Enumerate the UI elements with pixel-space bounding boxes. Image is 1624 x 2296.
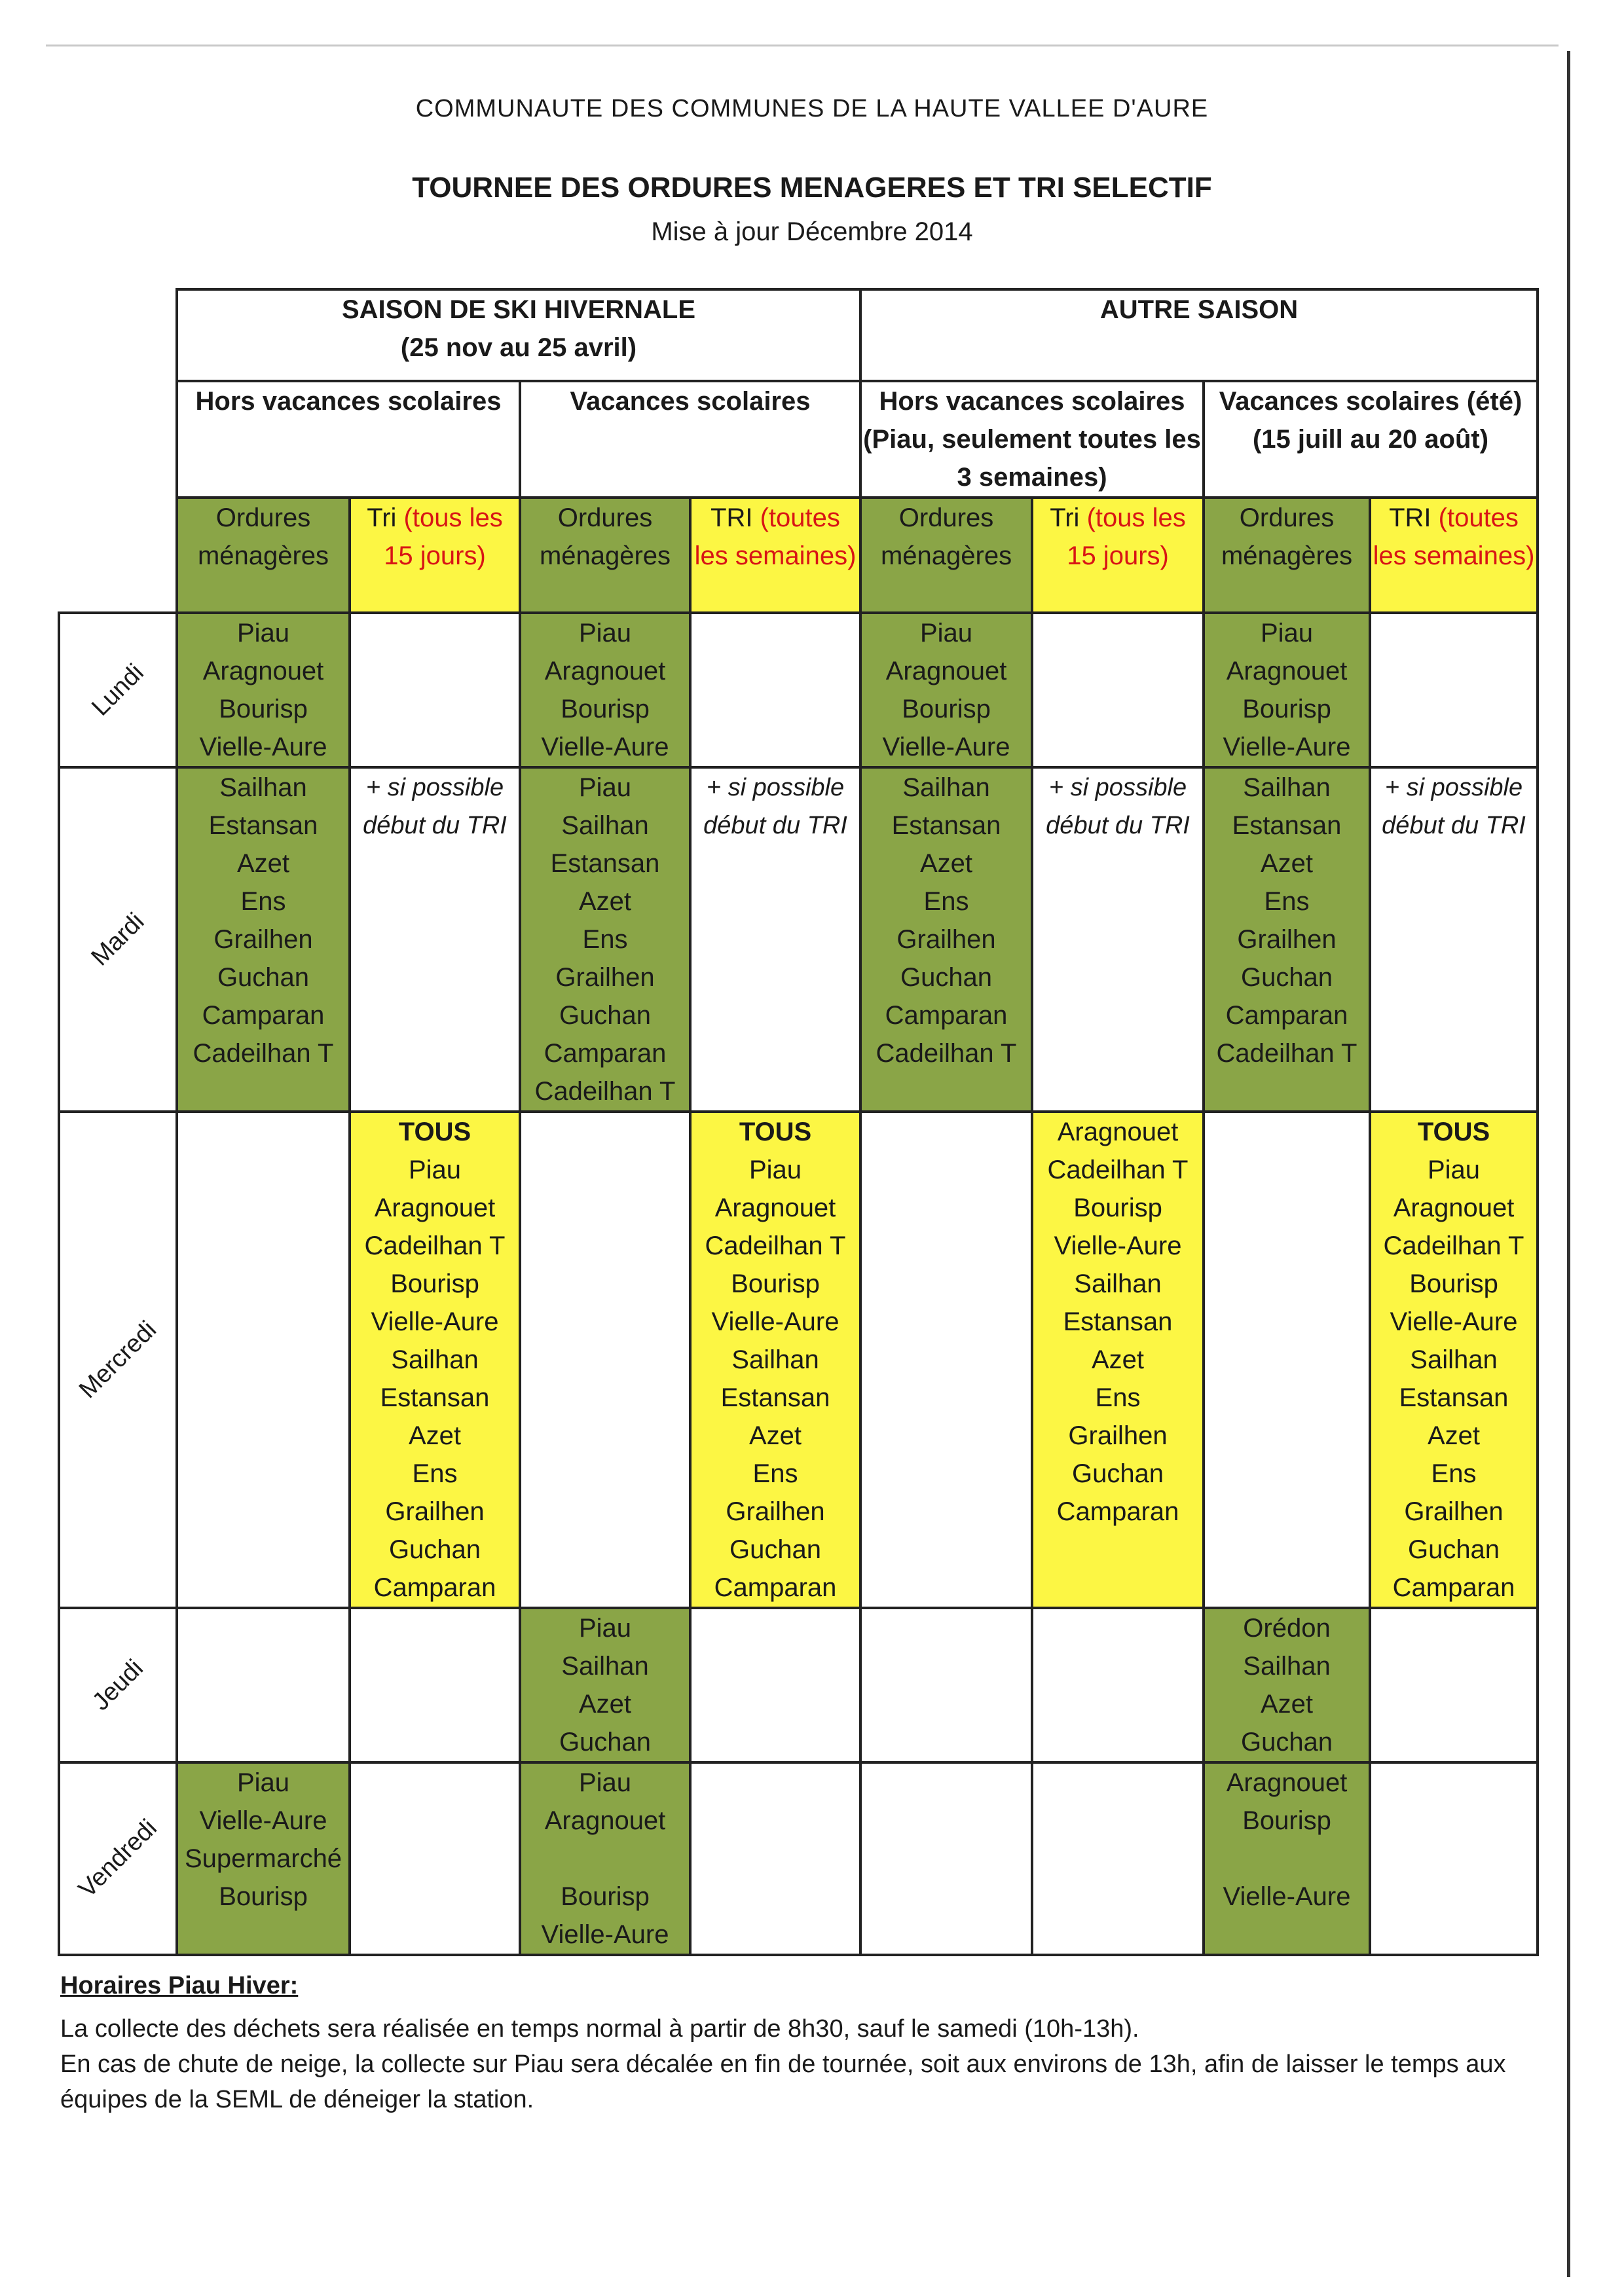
town-name: Azet [408, 1421, 462, 1450]
town-name: Bourisp [1242, 695, 1331, 723]
town-name: Vielle-Aure [1223, 1882, 1351, 1911]
top-rule [46, 45, 1559, 46]
town-name: Bourisp [561, 1882, 650, 1911]
schedule-cell [1032, 1112, 1204, 1608]
town-name: Bourisp [219, 695, 308, 723]
schedule-cell [520, 1762, 690, 1955]
schedule-cell [1204, 613, 1370, 767]
footer-line: En cas de chute de neige, la collecte sur Piau sera décalée en fin de tournée, soit aux environs de 13h, afin de laisser le temps aux équipes de la SEML de déneiger la station. [60, 2050, 1506, 2113]
town-name: Grailhen [555, 963, 655, 992]
town-name: Sailhan [561, 1652, 649, 1681]
town-name: Vielle-Aure [199, 733, 327, 761]
schedule-cell [1032, 613, 1204, 767]
footer-line: La collecte des déchets sera réalisée en temps normal à partir de 8h30, sauf le samedi (10h-13h). [60, 2015, 1139, 2043]
town-name: Guchan [388, 1535, 481, 1564]
col-tri-15: Tri (tous les 15 jours) [350, 498, 520, 613]
town-name: Piau [578, 1614, 632, 1643]
col-tri-15: Tri (tous les 15 jours) [1032, 498, 1204, 613]
ski-hors-vacances: Hors vacances scolaires [177, 381, 520, 498]
town-name: Azet [1260, 849, 1314, 878]
day-vendredi: Vendredi [59, 1762, 177, 1955]
organization-name: COMMUNAUTE DES COMMUNES DE LA HAUTE VALLEE D'AURE [415, 95, 1209, 122]
town-name [1205, 1840, 1369, 1878]
town-name: Grailhen [385, 1497, 485, 1526]
schedule-cell [520, 1608, 690, 1762]
town-name: Piau [578, 773, 632, 802]
town-name: Bourisp [731, 1269, 820, 1298]
corner-blank [59, 289, 177, 381]
town-name: Vielle-Aure [541, 733, 669, 761]
town-name: Vielle-Aure [1223, 733, 1351, 761]
town-name: Piau [1427, 1156, 1481, 1184]
town-name: Ens [1095, 1383, 1141, 1412]
schedule-cell [520, 767, 690, 1112]
other-season-header: AUTRE SAISON [860, 289, 1538, 381]
town-name: Vielle-Aure [882, 733, 1010, 761]
town-name: Guchan [1407, 1535, 1500, 1564]
town-name: Guchan [1071, 1459, 1164, 1488]
town-name: Guchan [729, 1535, 822, 1564]
town-name: Guchan [1240, 1728, 1333, 1757]
town-name: Camparan [1056, 1497, 1179, 1526]
town-name: Aragnouet [202, 657, 324, 685]
town-name: Camparan [714, 1573, 837, 1602]
ski-vacances: Vacances scolaires [520, 381, 860, 498]
town-name: Cadeilhan T [534, 1077, 676, 1106]
town-name: Vielle-Aure [711, 1307, 840, 1336]
town-name: Sailhan [1243, 773, 1331, 802]
footer-text [60, 2011, 1534, 2117]
schedule-cell [177, 767, 350, 1112]
schedule-cell [177, 1762, 350, 1955]
col-tri-semaines: TRI (toutes les semaines) [690, 498, 860, 613]
schedule-cell [520, 1112, 690, 1608]
schedule-cell [860, 1608, 1032, 1762]
schedule-cell: TOUS Piau Aragnouet Cadeilhan T Bourisp Vielle-Aure Sailhan Estansan Azet Ens Grailhen Guchan Camparan [350, 1112, 520, 1608]
town-name: Guchan [217, 963, 310, 992]
town-name: Piau [408, 1156, 462, 1184]
town-name: Camparan [544, 1039, 667, 1068]
collection-schedule-table [58, 288, 1539, 1956]
town-name: Piau [1260, 619, 1314, 647]
schedule-cell [350, 613, 520, 767]
schedule-cell [690, 1608, 860, 1762]
tri-note-cell: + si possible début du TRI [1370, 767, 1538, 1112]
town-name: Ens [240, 887, 286, 916]
town-name: Azet [236, 849, 290, 878]
schedule-cell [1370, 1608, 1538, 1762]
town-name: Guchan [559, 1001, 652, 1030]
town-name: Bourisp [219, 1882, 308, 1911]
town-name: Sailhan [902, 773, 990, 802]
town-name: Cadeilhan T [1216, 1039, 1357, 1068]
schedule-cell [1032, 1608, 1204, 1762]
town-name: Cadeilhan T [1047, 1156, 1189, 1184]
town-name: Camparan [373, 1573, 496, 1602]
town-name: Orédon [1243, 1614, 1331, 1643]
town-name: Estansan [550, 849, 660, 878]
town-name: Estansan [1399, 1383, 1509, 1412]
town-name: Ens [1431, 1459, 1477, 1488]
document-title: TOURNEE DES ORDURES MENAGERES ET TRI SELECTIF [412, 172, 1212, 204]
town-name: Camparan [1225, 1001, 1348, 1030]
town-name: Ens [1264, 887, 1310, 916]
town-name: Sailhan [219, 773, 307, 802]
town-name: Estansan [891, 811, 1001, 840]
autre-vacances-ete: Vacances scolaires (été) (15 juill au 20 août) [1204, 381, 1538, 498]
town-name: Estansan [380, 1383, 490, 1412]
town-name: Cadeilhan T [193, 1039, 334, 1068]
town-name: Aragnouet [885, 657, 1007, 685]
town-name: Azet [1427, 1421, 1481, 1450]
day-mercredi: Mercredi [59, 1112, 177, 1608]
town-name: Ens [582, 925, 628, 954]
town-name: Bourisp [1242, 1806, 1331, 1835]
town-name: Vielle-Aure [371, 1307, 499, 1336]
town-name: Camparan [1392, 1573, 1515, 1602]
town-name: Sailhan [731, 1345, 819, 1374]
schedule-cell [1370, 613, 1538, 767]
town-name: Azet [578, 1690, 632, 1719]
schedule-cell [860, 1762, 1032, 1955]
schedule-cell [1204, 1112, 1370, 1608]
tri-note-cell: + si possible début du TRI [1032, 767, 1204, 1112]
town-name: Bourisp [1409, 1269, 1498, 1298]
town-name: Piau [236, 619, 290, 647]
town-name: Vielle-Aure [199, 1806, 327, 1835]
schedule-cell: TOUS Piau Aragnouet Cadeilhan T Bourisp Vielle-Aure Sailhan Estansan Azet Ens Grailhen Guchan Camparan [1370, 1112, 1538, 1608]
town-name: Aragnouet [1226, 1768, 1348, 1797]
town-name: Bourisp [1073, 1194, 1162, 1222]
town-name: Camparan [202, 1001, 325, 1030]
town-name: Camparan [885, 1001, 1008, 1030]
town-name: Aragnouet [544, 657, 666, 685]
day-lundi: Lundi [59, 613, 177, 767]
update-date: Mise à jour Décembre 2014 [651, 217, 973, 246]
town-name: Sailhan [1074, 1269, 1162, 1298]
town-name: Piau [919, 619, 973, 647]
town-name: Piau [748, 1156, 802, 1184]
town-name: Aragnouet [1226, 657, 1348, 685]
town-name: Cadeilhan T [1383, 1231, 1524, 1260]
town-name: Cadeilhan T [705, 1231, 846, 1260]
town-name: Vielle-Aure [541, 1920, 669, 1949]
ski-season-header: SAISON DE SKI HIVERNALE (25 nov au 25 avril) [177, 289, 860, 381]
town-name: Sailhan [561, 811, 649, 840]
town-name: Cadeilhan T [364, 1231, 506, 1260]
col-ordures: Ordures ménagères [1204, 498, 1370, 613]
schedule-cell [1204, 1608, 1370, 1762]
scan-edge [1567, 51, 1570, 2277]
town-name: Aragnouet [1057, 1118, 1179, 1146]
schedule-cell [350, 1608, 520, 1762]
town-name: Guchan [559, 1728, 652, 1757]
town-name: Piau [578, 1768, 632, 1797]
town-name: Vielle-Aure [1054, 1231, 1182, 1260]
schedule-cell [177, 613, 350, 767]
town-name: Aragnouet [1393, 1194, 1515, 1222]
schedule-cell [860, 613, 1032, 767]
town-name: Azet [1091, 1345, 1145, 1374]
town-name: Aragnouet [714, 1194, 836, 1222]
town-name: Azet [578, 887, 632, 916]
town-name: Azet [748, 1421, 802, 1450]
town-name: Aragnouet [544, 1806, 666, 1835]
town-name: Estansan [1063, 1307, 1173, 1336]
town-name: Grailhen [213, 925, 313, 954]
town-name: Grailhen [896, 925, 996, 954]
town-name: Ens [752, 1459, 798, 1488]
tri-note-cell: + si possible début du TRI [350, 767, 520, 1112]
schedule-cell [860, 767, 1032, 1112]
day-mardi: Mardi [59, 767, 177, 1112]
town-name: Estansan [720, 1383, 830, 1412]
town-name: Grailhen [1404, 1497, 1504, 1526]
schedule-cell [1032, 1762, 1204, 1955]
town-name: Aragnouet [374, 1194, 496, 1222]
town-name: Sailhan [1410, 1345, 1498, 1374]
col-ordures: Ordures ménagères [520, 498, 690, 613]
town-name: Supermarché [184, 1844, 342, 1873]
schedule-cell [1204, 1762, 1370, 1955]
town-name: Azet [919, 849, 973, 878]
town-name: Vielle-Aure [1390, 1307, 1518, 1336]
town-name: Piau [236, 1768, 290, 1797]
town-name: Grailhen [1068, 1421, 1168, 1450]
footer-heading: Horaires Piau Hiver: [60, 1972, 299, 1999]
col-ordures: Ordures ménagères [860, 498, 1032, 613]
town-name: Grailhen [726, 1497, 825, 1526]
schedule-cell [520, 613, 690, 767]
schedule-cell [860, 1112, 1032, 1608]
town-name: Grailhen [1237, 925, 1337, 954]
town-name [521, 1840, 689, 1878]
col-ordures: Ordures ménagères [177, 498, 350, 613]
town-name: Bourisp [902, 695, 991, 723]
town-name: Piau [578, 619, 632, 647]
town-name: Ens [923, 887, 969, 916]
town-name: Guchan [1240, 963, 1333, 992]
autre-hors-vacances: Hors vacances scolaires (Piau, seulement toutes les 3 semaines) [860, 381, 1204, 498]
schedule-cell [1370, 1762, 1538, 1955]
tri-note-cell: + si possible début du TRI [690, 767, 860, 1112]
town-name: Sailhan [1243, 1652, 1331, 1681]
town-name: Ens [412, 1459, 458, 1488]
town-name: Estansan [208, 811, 318, 840]
schedule-cell [350, 1762, 520, 1955]
town-name: Bourisp [561, 695, 650, 723]
schedule-cell [177, 1608, 350, 1762]
col-tri-semaines: TRI (toutes les semaines) [1370, 498, 1538, 613]
town-name: Bourisp [390, 1269, 479, 1298]
town-name: Guchan [900, 963, 993, 992]
schedule-cell [690, 613, 860, 767]
schedule-cell [177, 1112, 350, 1608]
day-jeudi: Jeudi [59, 1608, 177, 1762]
schedule-cell [1204, 767, 1370, 1112]
town-name: Cadeilhan T [876, 1039, 1017, 1068]
town-name: Sailhan [391, 1345, 479, 1374]
schedule-cell: TOUS Piau Aragnouet Cadeilhan T Bourisp Vielle-Aure Sailhan Estansan Azet Ens Grailhen Guchan Camparan [690, 1112, 860, 1608]
town-name: Estansan [1232, 811, 1342, 840]
town-name: Azet [1260, 1690, 1314, 1719]
schedule-cell [690, 1762, 860, 1955]
